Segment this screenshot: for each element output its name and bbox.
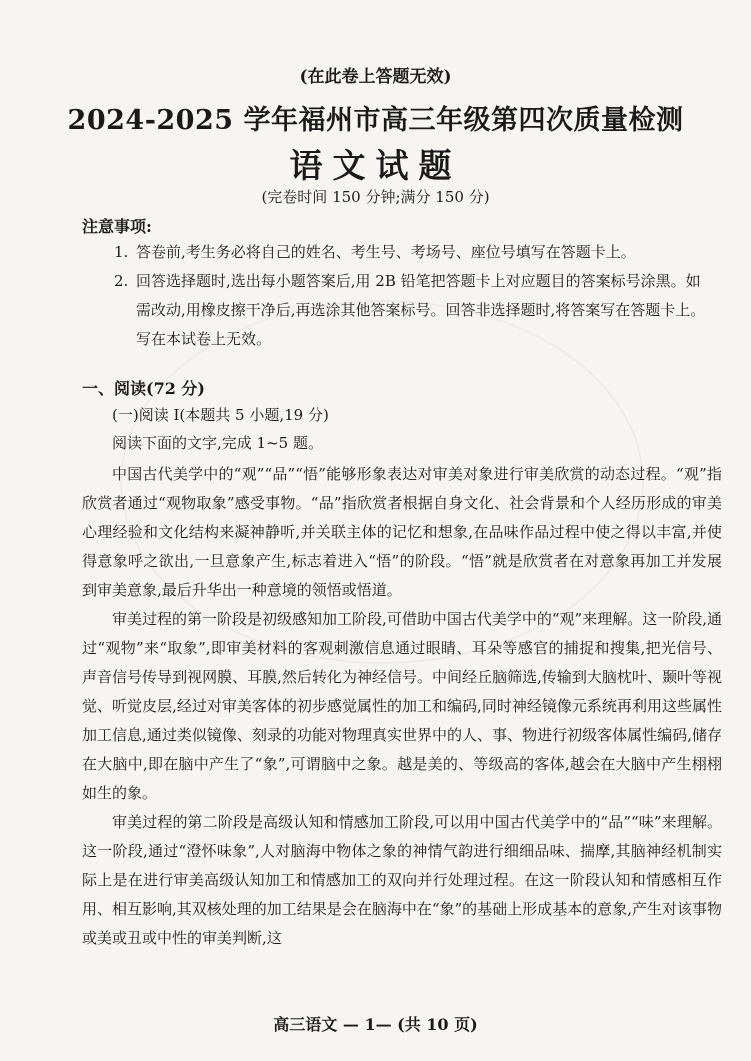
notice-list [114,238,714,354]
reading-instruction: 阅读下面的文字,完成 1~5 题。 [112,434,323,452]
notice-item-number: 2. [114,272,129,290]
exam-main-title: 2024-2025 学年福州市高三年级第四次质量检测 [67,105,684,136]
notice-item-text: 答卷前,考生务必将自己的姓名、考生号、考场号、座位号填写在答题卡上。 [136,243,636,261]
notice-item [114,267,714,354]
reading-passage [82,460,722,953]
notice-item-text: 回答选择题时,选出每小题答案后,用 2B 铅笔把答题卡上对应题目的答案标号涂黑。如需改动,用橡皮擦干净后,再选涂其他答案标号。回答非选择题时,将答案写在答题卡上。写在本试卷上无效。 [136,272,706,348]
notice-item-number: 1. [114,243,129,261]
subject-title: 语文试题 [289,146,462,185]
page-footer: 高三语文 — 1— (共 10 页) [273,1015,478,1034]
passage-paragraph: 中国古代美学中的“观”“品”“悟”能够形象表达对审美对象进行审美欣赏的动态过程。“观”指欣赏者通过“观物取象”感受事物。“品”指欣赏者根据自身文化、社会背景和个人经历形成的审美心理经验和文化结构来凝神静听,并关联主体的记忆和想象,在品味作品过程中使之得以丰富,并使得意象呼之欲出,一旦意象产生,标志着进入“悟”的阶段。“悟”就是欣赏者在对意象再加工并发展到审美意象,最后升华出一种意境的领悟或悟道。 [82,465,722,599]
reading-subtitle: (一)阅读 I(本题共 5 小题,19 分) [112,406,329,424]
passage-paragraph: 审美过程的第一阶段是初级感知加工阶段,可借助中国古代美学中的“观”来理解。这一阶段,通过“观物”来“取象”,即审美材料的客观刺激信息通过眼睛、耳朵等感官的捕捉和搜集,把光信号、声音信号传导到视网膜、耳膜,然后转化为神经信号。中间经丘脑筛选,传输到大脑枕叶、颞叶等视觉、听觉皮层,经过对审美客体的初步感觉属性的加工和编码,同时神经镜像元系统再利用这些属性加工信息,通过类似镜像、刻录的功能对物理真实世界中的人、事、物进行初级客体属性编码,储存在大脑中,即在脑中产生了“象”,可谓脑中之象。越是美的、等级高的客体,越会在大脑中产生栩栩如生的象。 [82,610,722,802]
passage-paragraph: 审美过程的第二阶段是高级认知和情感加工阶段,可以用中国古代美学中的“品”“味”来理解。这一阶段,通过“澄怀味象”,人对脑海中物体之象的神情气韵进行细细品味、揣摩,其脑神经机制实际上是在进行审美高级认知加工和情感加工的双向并行处理过程。在这一阶段认知和情感相互作用、相互影响,其双核处理的加工结果是会在脑海中在“象”的基础上形成基本的意象,产生对该事物或美或丑或中性的审美判断,这 [82,813,722,947]
notice-title: 注意事项: [82,217,152,236]
invalid-answer-note: (在此卷上答题无效) [299,67,452,87]
notice-item [114,238,714,267]
time-score-note: (完卷时间 150 分钟;满分 150 分) [261,188,490,206]
section-title: 一、阅读(72 分) [82,379,205,398]
